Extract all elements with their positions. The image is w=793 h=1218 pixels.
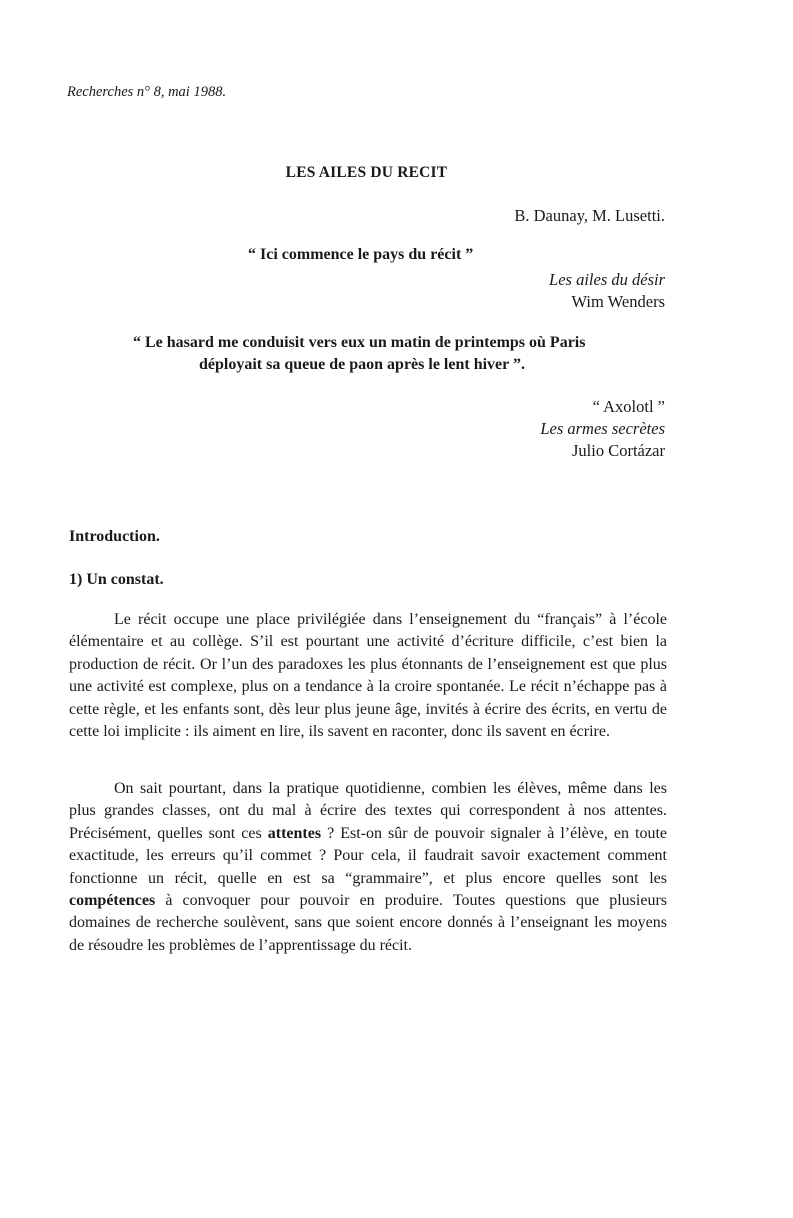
paragraph-2-part-3: à convoquer pour pouvoir en produire. Toutes questions que plusieurs domaines de recherche soulèvent, sans que soient encore donnés à l’enseignant les moyens de résoudre les problèmes de l’apprentissage du récit.: [69, 892, 667, 954]
epigraph-2-work: Les armes secrètes: [540, 419, 665, 438]
subsection-heading: 1) Un constat.: [69, 571, 164, 588]
paragraph-2-emphasis-attentes: attentes: [267, 824, 322, 842]
epigraph-2-quote-line-1: “ Le hasard me conduisit vers eux un matin de printemps où Paris: [133, 334, 586, 351]
epigraph-2-author: Julio Cortázar: [571, 441, 665, 460]
paragraph-1-text: Le récit occupe une place privilégiée dans l’enseignement du “français” à l’école élémentaire et au collège. S’il est pourtant une activité d’écriture difficile, c’est bien la production de récit. Or l’un des paradoxes les plus étonnants de l’enseignement est que plus une activité est complexe, plus on a tendance à la croire spontanée. Le récit n’échappe pas à cette règle, et les enfants sont, dès leur plus jeune âge, invités à écrire des écrits, en vertu de cette loi implicite : ils aiment en lire, ils savent en raconter, donc ils savent en écrire.: [69, 611, 667, 741]
body-paragraph-2: [69, 778, 667, 957]
body-paragraph-1: [69, 609, 667, 743]
epigraph-1-source: [549, 269, 665, 313]
journal-header: Recherches n° 8, mai 1988.: [67, 84, 227, 100]
epigraph-1-quote: “ Ici commence le pays du récit ”: [248, 246, 474, 263]
epigraph-2-source: [540, 396, 665, 462]
paragraph-2-part-2: ? Est-on sûr de pouvoir signaler à l’élève, en toute exactitude, les erreurs qu’il commet ? Pour cela, il faudrait savoir exactement comment fonctionne un récit, quelle en est sa “grammaire”, et plus encore quelles sont les: [69, 824, 667, 887]
epigraph-1-author: Wim Wenders: [571, 292, 665, 311]
epigraph-2-quote-line-2: déployait sa queue de paon après le lent hiver ”.: [199, 356, 525, 373]
article-title: LES AILES DU RECIT: [285, 164, 448, 181]
epigraph-2-story: “ Axolotl ”: [592, 397, 665, 416]
paragraph-2-text: [69, 778, 667, 957]
epigraph-2-quote: [133, 332, 693, 376]
section-heading: Introduction.: [69, 528, 160, 545]
article-authors: B. Daunay, M. Lusetti.: [514, 206, 665, 225]
paragraph-2-emphasis-competences: compétences: [69, 892, 156, 910]
paragraph-2-part-1: On sait pourtant, dans la pratique quotidienne, combien les élèves, même dans les plus grandes classes, ont du mal à écrire des textes qui correspondent à nos attentes. Précisément, quelles sont ces: [69, 780, 667, 842]
epigraph-1-work: Les ailes du désir: [549, 270, 665, 289]
